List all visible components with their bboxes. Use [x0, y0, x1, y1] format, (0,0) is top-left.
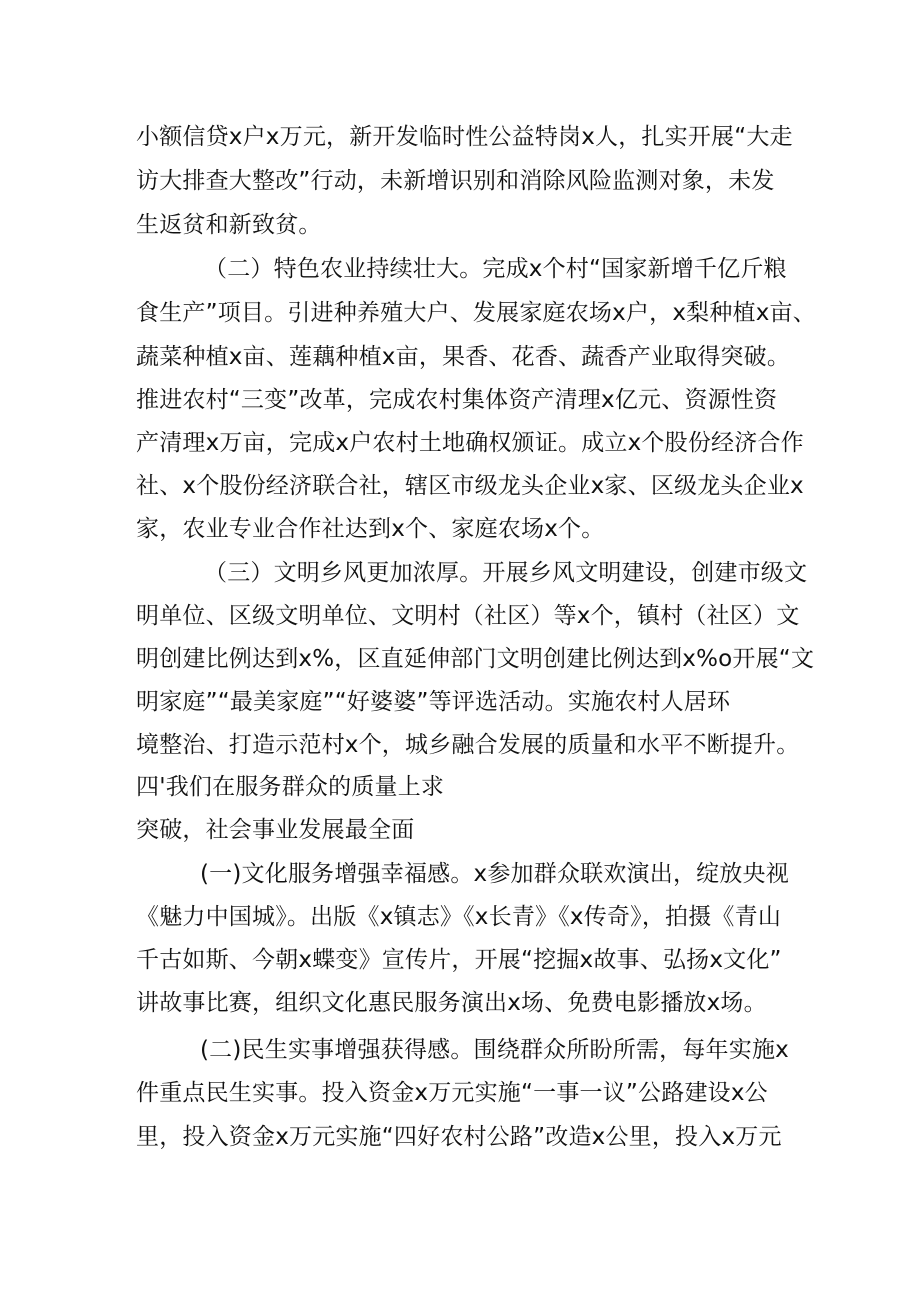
- body-text-line: 家，农业专业合作社达到x个、家庭农场x个。: [136, 516, 605, 542]
- body-text-line: 件重点民生实事。投入资金x万元实施“一事一议”公路建设x公: [136, 1080, 768, 1106]
- section-heading-line: (二)民生实事增强获得感。围绕群众所盼所需，每年实施x: [200, 1037, 789, 1063]
- section-heading-line: (一)文化服务增强幸福感。x参加群众联欢演出，绽放央视: [200, 861, 789, 887]
- body-text-line: 《魅力中国城》。出版《x镇志》《x长青》《x传奇》，拍摄《青山: [136, 904, 782, 930]
- body-text-line: 里，投入资金x万元实施“四好农村公路”改造x公里，投入x万元: [136, 1124, 782, 1150]
- section-heading-line: （三）文明乡风更加浓厚。开展乡风文明建设，创建市级文: [204, 560, 808, 586]
- body-text-line: 食生产”项目。引进种养殖大户、发展家庭农场x户，x梨种植x亩、: [136, 300, 816, 326]
- body-text-line: 明创建比例达到x%，区直延伸部门文明创建比例达到x%o开展“文: [136, 646, 815, 672]
- body-text-line: 访大排查大整改”行动，未新增识别和消除风险监测对象，未发: [136, 168, 775, 194]
- body-text-line: 社、x个股份经济联合社，辖区市级龙头企业x家、区级龙头企业x: [136, 473, 804, 499]
- body-text-line: 千古如斯、今朝x蝶变》宣传片，开展“挖掘x故事、弘扬x文化”: [136, 947, 782, 973]
- body-text-line: 境整治、打造示范村x个，城乡融合发展的质量和水平不断提升。: [136, 732, 800, 758]
- chapter-heading-line: 突破，社会事业发展最全面: [136, 817, 415, 843]
- body-text-line: 蔬菜种植x亩、莲藕种植x亩，果香、花香、蔬香产业取得突破。: [136, 344, 791, 370]
- chapter-heading-line: 四'我们在服务群众的质量上求: [136, 774, 445, 800]
- body-text-line: 生返贫和新致贫。: [136, 212, 322, 238]
- body-text-line: 推进农村“三变”改革，完成农村集体资产清理x亿元、资源性资: [136, 387, 778, 413]
- body-text-line: 明单位、区级文明单位、文明村（社区）等x个，镇村（社区）文: [136, 603, 800, 629]
- body-text-line: 明家庭”“最美家庭”“好婆婆”等评选活动。实施农村人居环: [136, 689, 731, 715]
- body-text-line: 讲故事比赛，组织文化惠民服务演出x场、免费电影播放x场。: [136, 990, 767, 1016]
- section-heading-line: （二）特色农业持续壮大。完成x个村“国家新增千亿斤粮: [204, 256, 787, 282]
- body-text-line: 小额信贷x户x万元，新开发临时性公益特岗x人，扎实开展“大走: [136, 124, 793, 150]
- body-text-line: 产清理x万亩，完成x户农村土地确权颁证。成立x个股份经济合作: [136, 430, 804, 456]
